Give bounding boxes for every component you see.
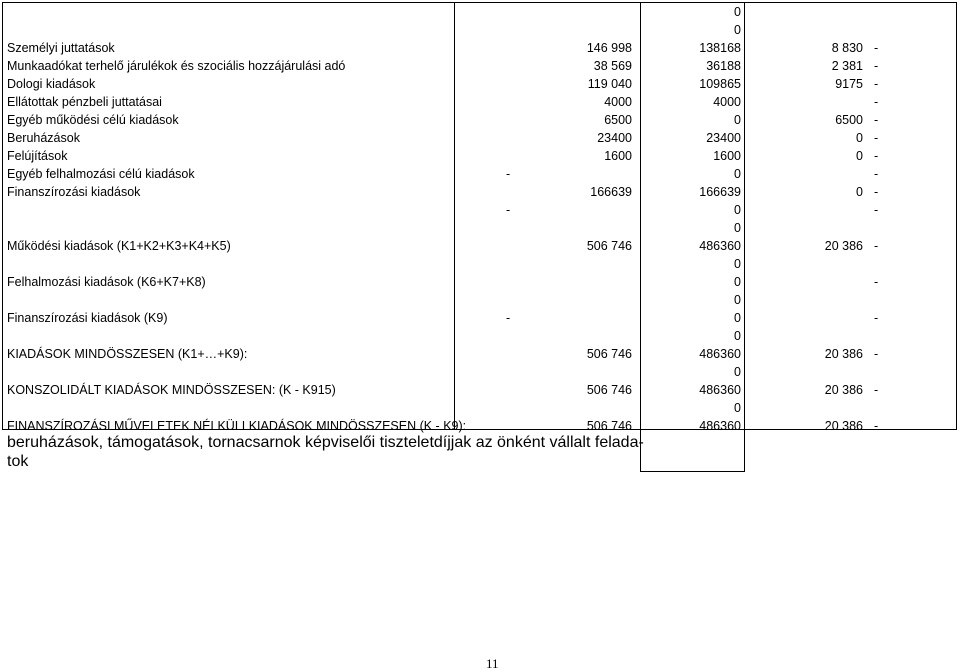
value-original: 166639	[590, 185, 632, 199]
value-difference: 0	[856, 185, 863, 199]
value-note: -	[874, 41, 879, 55]
row-label: Finanszírozási kiadások (K9)	[7, 311, 168, 325]
value-original: 506 746	[586, 239, 632, 253]
value-modified: 0	[734, 401, 741, 415]
table-row	[0, 291, 960, 309]
table-row	[0, 39, 960, 57]
value-note: -	[874, 113, 879, 127]
value-modified: 0	[734, 113, 741, 127]
value-modified: 0	[734, 365, 741, 379]
value-modified: 138168	[699, 41, 741, 55]
value-note: -	[874, 347, 879, 361]
value-modified: 486360	[699, 419, 741, 433]
value-note: -	[874, 185, 879, 199]
table-row	[0, 129, 960, 147]
row-label: Beruházások	[7, 131, 80, 145]
value-note: -	[874, 311, 879, 325]
footnote: beruházások, támogatások, tornacsarnok képviselői tiszteletdíjjak az önként vállalt felada-tok	[7, 434, 644, 470]
table-row	[0, 201, 960, 219]
value-original: 506 746	[586, 347, 632, 361]
table-row	[0, 363, 960, 381]
table-row	[0, 237, 960, 255]
value-modified: 1600	[713, 149, 741, 163]
value-note: -	[874, 239, 879, 253]
table-row	[0, 273, 960, 291]
value-difference: 20 386	[824, 239, 863, 253]
table-row	[0, 75, 960, 93]
table-bottom-border	[640, 471, 745, 472]
value-original: 6500	[604, 113, 632, 127]
value-modified: 0	[734, 23, 741, 37]
row-label: Személyi juttatások	[7, 41, 115, 55]
table-row	[0, 183, 960, 201]
row-label: Egyéb működési célú kiadások	[7, 113, 179, 127]
value-dash: -	[506, 203, 511, 217]
row-label: Ellátottak pénzbeli juttatásai	[7, 95, 162, 109]
value-original: 506 746	[586, 383, 632, 397]
value-difference: 9175	[835, 77, 863, 91]
value-modified: 486360	[699, 347, 741, 361]
value-note: -	[874, 275, 879, 289]
value-note: -	[874, 203, 879, 217]
row-label: KIADÁSOK MINDÖSSZESEN (K1+…+K9):	[7, 347, 248, 361]
value-note: -	[874, 419, 879, 433]
table-row	[0, 3, 960, 21]
value-note: -	[874, 95, 879, 109]
table-row	[0, 345, 960, 363]
value-modified: 4000	[713, 95, 741, 109]
row-label: Egyéb felhalmozási célú kiadások	[7, 167, 195, 181]
value-dash: -	[506, 167, 511, 181]
value-note: -	[874, 167, 879, 181]
value-modified: 0	[734, 329, 741, 343]
value-modified: 0	[734, 203, 741, 217]
value-difference: 0	[856, 149, 863, 163]
table-row	[0, 327, 960, 345]
value-modified: 0	[734, 257, 741, 271]
value-dash: -	[506, 311, 511, 325]
table-row	[0, 21, 960, 39]
value-note: -	[874, 149, 879, 163]
row-label: Felhalmozási kiadások (K6+K7+K8)	[7, 275, 206, 289]
value-modified: 0	[734, 221, 741, 235]
table-row	[0, 381, 960, 399]
value-modified: 0	[734, 5, 741, 19]
table-row	[0, 219, 960, 237]
row-label: KONSZOLIDÁLT KIADÁSOK MINDÖSSZESEN: (K - K915)	[7, 383, 336, 397]
value-modified: 23400	[706, 131, 741, 145]
table-row	[0, 255, 960, 273]
value-difference: 8 830	[831, 41, 863, 55]
table-row	[0, 57, 960, 75]
value-difference: 2 381	[831, 59, 863, 73]
value-original: 119 040	[587, 77, 632, 91]
value-note: -	[874, 131, 879, 145]
value-modified: 0	[734, 167, 741, 181]
table-row	[0, 165, 960, 183]
value-original: 23400	[597, 131, 632, 145]
value-note: -	[874, 77, 879, 91]
row-label: Működési kiadások (K1+K2+K3+K4+K5)	[7, 239, 231, 253]
value-original: 38 569	[593, 59, 632, 73]
value-modified: 36188	[706, 59, 741, 73]
value-original: 146 998	[586, 41, 632, 55]
value-modified: 0	[734, 311, 741, 325]
value-modified: 0	[734, 293, 741, 307]
value-modified: 166639	[699, 185, 741, 199]
row-label: FINANSZÍROZÁSI MŰVELETEK NÉLKÜLI KIADÁSOK MINDÖSSZESEN (K - K9):	[7, 419, 467, 433]
value-modified: 0	[734, 275, 741, 289]
value-original: 506 746	[586, 419, 632, 433]
row-label: Dologi kiadások	[7, 77, 96, 91]
value-note: -	[874, 59, 879, 73]
table-row	[0, 93, 960, 111]
value-original: 1600	[604, 149, 632, 163]
value-modified: 109865	[699, 77, 741, 91]
value-difference: 20 386	[824, 419, 863, 433]
value-modified: 486360	[699, 239, 741, 253]
value-original: 4000	[604, 95, 632, 109]
table-row	[0, 111, 960, 129]
row-label: Felújítások	[7, 149, 68, 163]
value-modified: 486360	[699, 383, 741, 397]
value-difference: 20 386	[824, 383, 863, 397]
page-number: 11	[486, 656, 499, 671]
row-label: Finanszírozási kiadások	[7, 185, 141, 199]
value-difference: 0	[856, 131, 863, 145]
table-row	[0, 309, 960, 327]
value-difference: 6500	[835, 113, 863, 127]
table-row	[0, 399, 960, 417]
value-difference: 20 386	[824, 347, 863, 361]
value-note: -	[874, 383, 879, 397]
row-label: Munkaadókat terhelő járulékok és szociális hozzájárulási adó	[7, 59, 346, 73]
table-row	[0, 147, 960, 165]
